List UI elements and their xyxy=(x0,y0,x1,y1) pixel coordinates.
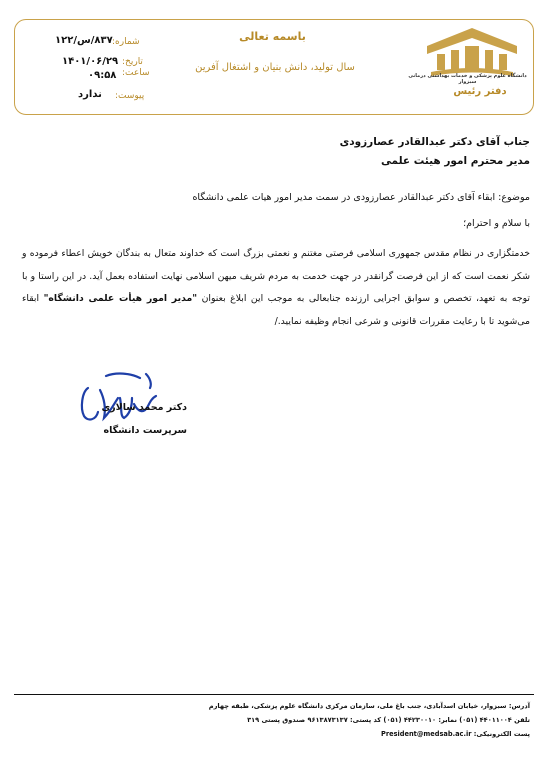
signatory-title: سرپرست دانشگاه xyxy=(103,425,187,436)
number-label: شماره: xyxy=(112,37,140,47)
body-role: "مدیر امور هیأت علمی دانشگاه" xyxy=(43,293,198,304)
attachment-label: پیوست: xyxy=(115,91,145,101)
time-value: ۰۹:۵۸ xyxy=(88,70,117,81)
attachment-value: ندارد xyxy=(78,89,102,100)
year-slogan: سال تولید، دانش بنیان و اشتغال آفرین xyxy=(195,62,355,73)
email-label: پست الکترونیکی: xyxy=(473,730,530,738)
footer-divider xyxy=(14,694,534,695)
letter-greeting: با سلام و احترام؛ xyxy=(463,218,530,229)
letter-subject: موضوع: ابقاء آقای دکتر عبدالقادر عصارزودی در سمت مدیر امور هیات علمی دانشگاه xyxy=(192,192,530,203)
email-value: President@medsab.ac.ir xyxy=(381,730,472,738)
footer-email-line xyxy=(381,730,530,738)
time-label: ساعت: xyxy=(122,68,150,78)
number-value: ۸۳۷/س/۱۲۲ xyxy=(55,35,113,46)
basmala-heading: باسمه تعالی xyxy=(239,30,306,43)
recipient-name: جناب آقای دکتر عبدالقادر عصارزودی xyxy=(339,136,530,148)
university-name: دانشگاه علوم پزشکی و خدمات بهداشتی درمانی سبزوار xyxy=(408,73,527,85)
date-label: تاریخ: xyxy=(122,57,143,67)
body-intro: خدمتگزاری در نظام مقدس جمهوری اسلامی فرصتی مغتنم و نعمتی بزرگ است که خداوند متعال به بندگان خویش اعطاء فرموده و شکر نعمت است که از این فرصت گرانقدر در جهت خدمت به مردم شریف میهن اسلامی نهایت استفاده بعمل آید. در این راستا و با توجه به تعهد، تخصص و سوابق اجرایی ارزنده جنابعالی به موجب این ابلاغ بعنوان xyxy=(22,248,530,304)
recipient-title: مدیر محترم امور هیئت علمی xyxy=(380,155,530,167)
footer-address: آدرس: سبزوار، خیابان اسدآبادی، جنب باغ ملی، سازمان مرکزی دانشگاه علوم پزشکی، طبقه چهارم xyxy=(208,702,530,710)
office-title: دفتر رئیس xyxy=(453,86,507,97)
signatory-name: دکتر محمد سالاری xyxy=(101,402,187,413)
letter-body xyxy=(22,243,530,333)
footer-phones: تلفن ۴۴۰۱۱۰۰۴ (۰۵۱) نمابر: ۴۴۲۳۰۰۱۰ (۰۵۱) کد پستی: ۹۶۱۳۸۷۳۱۳۷ صندوق پستی ۳۱۹ xyxy=(247,716,530,724)
date-value: ۱۴۰۱/۰۶/۲۹ xyxy=(62,56,119,67)
body-end: ابقاء می‌شوید تا با رعایت مقررات قانونی و شرعی انجام وظیفه نمایید./ xyxy=(22,293,530,327)
